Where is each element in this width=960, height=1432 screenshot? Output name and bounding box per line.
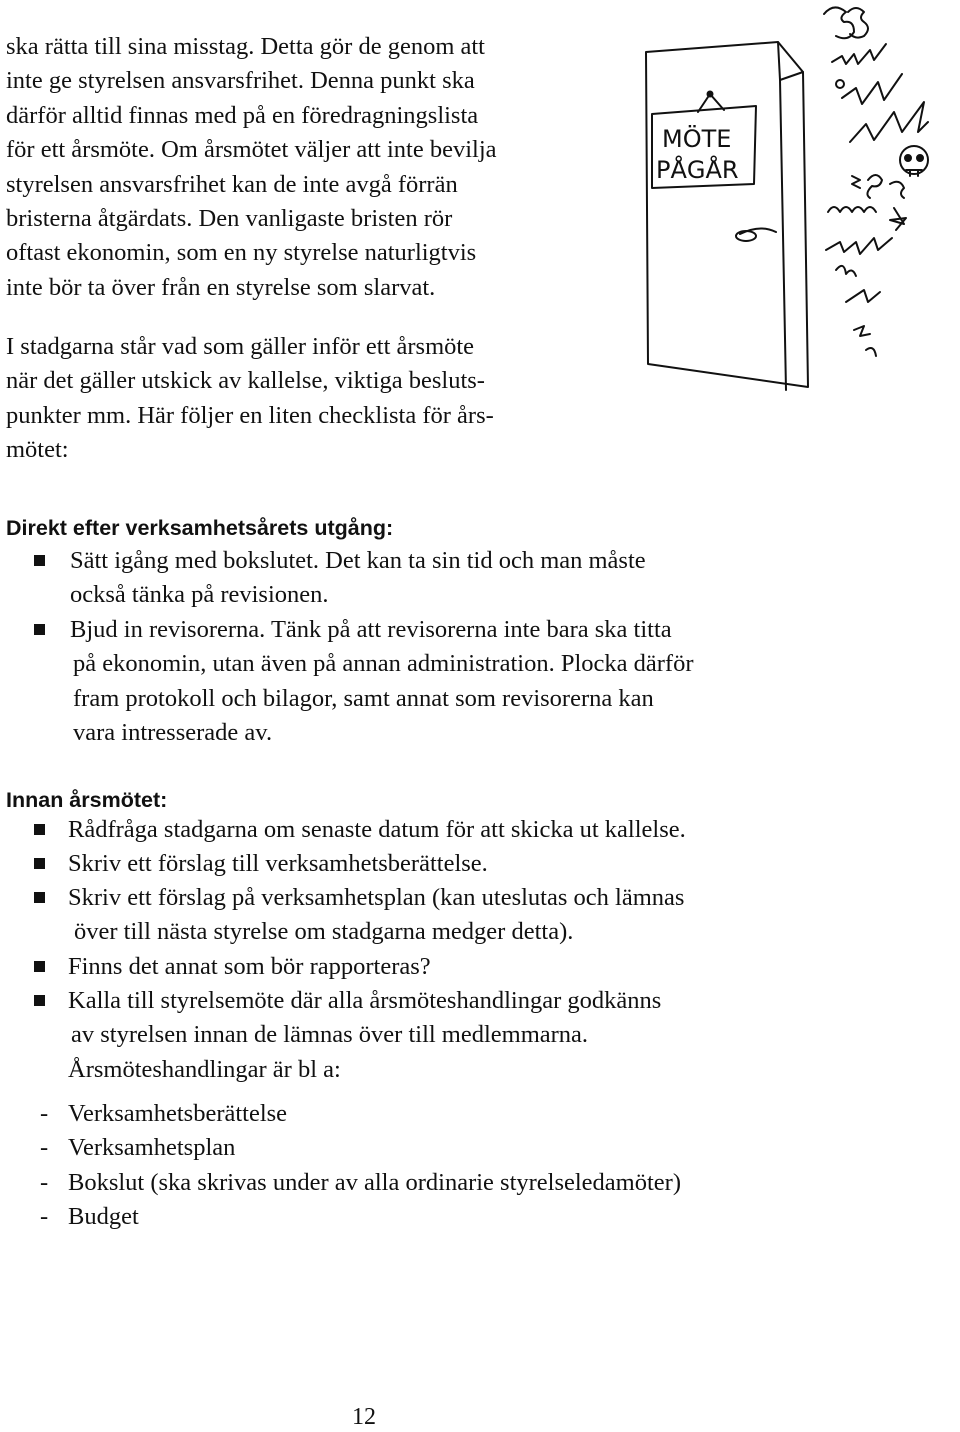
checklist-item-line: fram protokoll och bilagor, samt annat som revisorerna kan [73, 684, 654, 712]
square-bullet-icon [34, 824, 45, 835]
dash-list-item-text: Verksamhetsplan [68, 1134, 236, 1162]
dash-list-item: - Verksamhetsberättelse [40, 1097, 681, 1131]
paragraph-line: för ett årsmöte. Om årsmötet väljer att inte bevilja [6, 136, 497, 164]
checklist-item-line: Skriv ett förslag på verksamhetsplan (kan uteslutas och lämnas [68, 884, 685, 911]
section-heading-innan-arsmotet: Innan årsmötet: [6, 788, 168, 812]
checklist-item [34, 984, 661, 1087]
sign-text-line-2: PÅGÅR [656, 156, 739, 184]
dash-list-item: - Verksamhetsplan [40, 1131, 681, 1165]
paragraph-line: oftast ekonomin, som en ny styrelse naturligtvis [6, 239, 477, 267]
checklist-item-line: vara intresserade av. [73, 719, 273, 747]
dash-list-item-text: Verksamhetsberättelse [68, 1100, 288, 1127]
square-bullet-icon [34, 555, 45, 566]
sign-text-line-1: MÖTE [662, 125, 732, 153]
dash-list [40, 1097, 681, 1235]
checklist-item [34, 544, 646, 613]
checklist-item [34, 613, 693, 751]
checklist-item-line: Bjud in revisorerna. Tänk på att revisorerna inte bara ska titta [70, 616, 672, 643]
checklist-item [34, 847, 488, 881]
checklist-item [34, 881, 684, 950]
dash-list-item: - Bokslut (ska skrivas under av alla ordinarie styrelseledamöter) [40, 1166, 681, 1200]
door-with-meeting-sign-icon [628, 2, 948, 402]
checklist-item-line: Rådfråga stadgarna om senaste datum för att skicka ut kallelse. [68, 816, 686, 843]
paragraph-1 [6, 30, 497, 305]
dash-list-item-text: Bokslut (ska skrivas under av alla ordinarie styrelseledamöter) [68, 1168, 681, 1196]
paragraph-line: styrelsen ansvarsfrihet kan de inte avgå förrän [6, 170, 458, 198]
paragraph-2 [6, 330, 494, 468]
square-bullet-icon [34, 995, 45, 1006]
paragraph-line: ska rätta till sina misstag. Detta gör de genom att [6, 33, 485, 60]
paragraph-line: inte ge styrelsen ansvarsfrihet. Denna punkt ska [6, 67, 475, 95]
paragraph-line: bristerna åtgärdats. Den vanligaste bristen rör [6, 205, 453, 233]
section-heading-direkt-efter: Direkt efter verksamhetsårets utgång: [6, 516, 394, 540]
checklist-item-line: Årsmöteshandlingar är bl a: [68, 1055, 341, 1083]
square-bullet-icon [34, 892, 45, 903]
square-bullet-icon [34, 858, 45, 869]
paragraph-line: därför alltid finnas med på en föredragningslista [6, 101, 479, 129]
checklist-item-line: Sätt igång med bokslutet. Det kan ta sin tid och man måste [70, 547, 646, 574]
checklist-item-line: av styrelsen innan de lämnas över till medlemmarna. [71, 1021, 589, 1049]
checklist-item-line: på ekonomin, utan även på annan administration. Plocka därför [73, 650, 694, 678]
checklist-item-line: Finns det annat som bör rapporteras? [68, 953, 431, 980]
paragraph-line: I stadgarna står vad som gäller inför ett årsmöte [6, 333, 475, 360]
checklist-item-line: också tänka på revisionen. [70, 581, 329, 609]
checklist-item-line: Kalla till styrelsemöte där alla årsmöteshandlingar godkänns [68, 987, 662, 1014]
paragraph-line: inte bör ta över från en styrelse som slarvat. [6, 273, 436, 301]
square-bullet-icon [34, 624, 45, 635]
paragraph-line: mötet: [6, 436, 69, 464]
dash-list-item: - Budget [40, 1200, 681, 1234]
checklist-item [34, 813, 686, 847]
checklist-item [34, 950, 431, 984]
paragraph-line: punkter mm. Här följer en liten checklista för års- [6, 401, 494, 429]
page-number: 12 [352, 1404, 376, 1430]
paragraph-line: när det gäller utskick av kallelse, viktiga besluts- [6, 367, 485, 395]
dash-list-item-text: Budget [68, 1203, 139, 1231]
checklist-item-line: Skriv ett förslag till verksamhetsberättelse. [68, 850, 488, 877]
square-bullet-icon [34, 961, 45, 972]
checklist-item-line: över till nästa styrelse om stadgarna medger detta). [74, 918, 574, 946]
